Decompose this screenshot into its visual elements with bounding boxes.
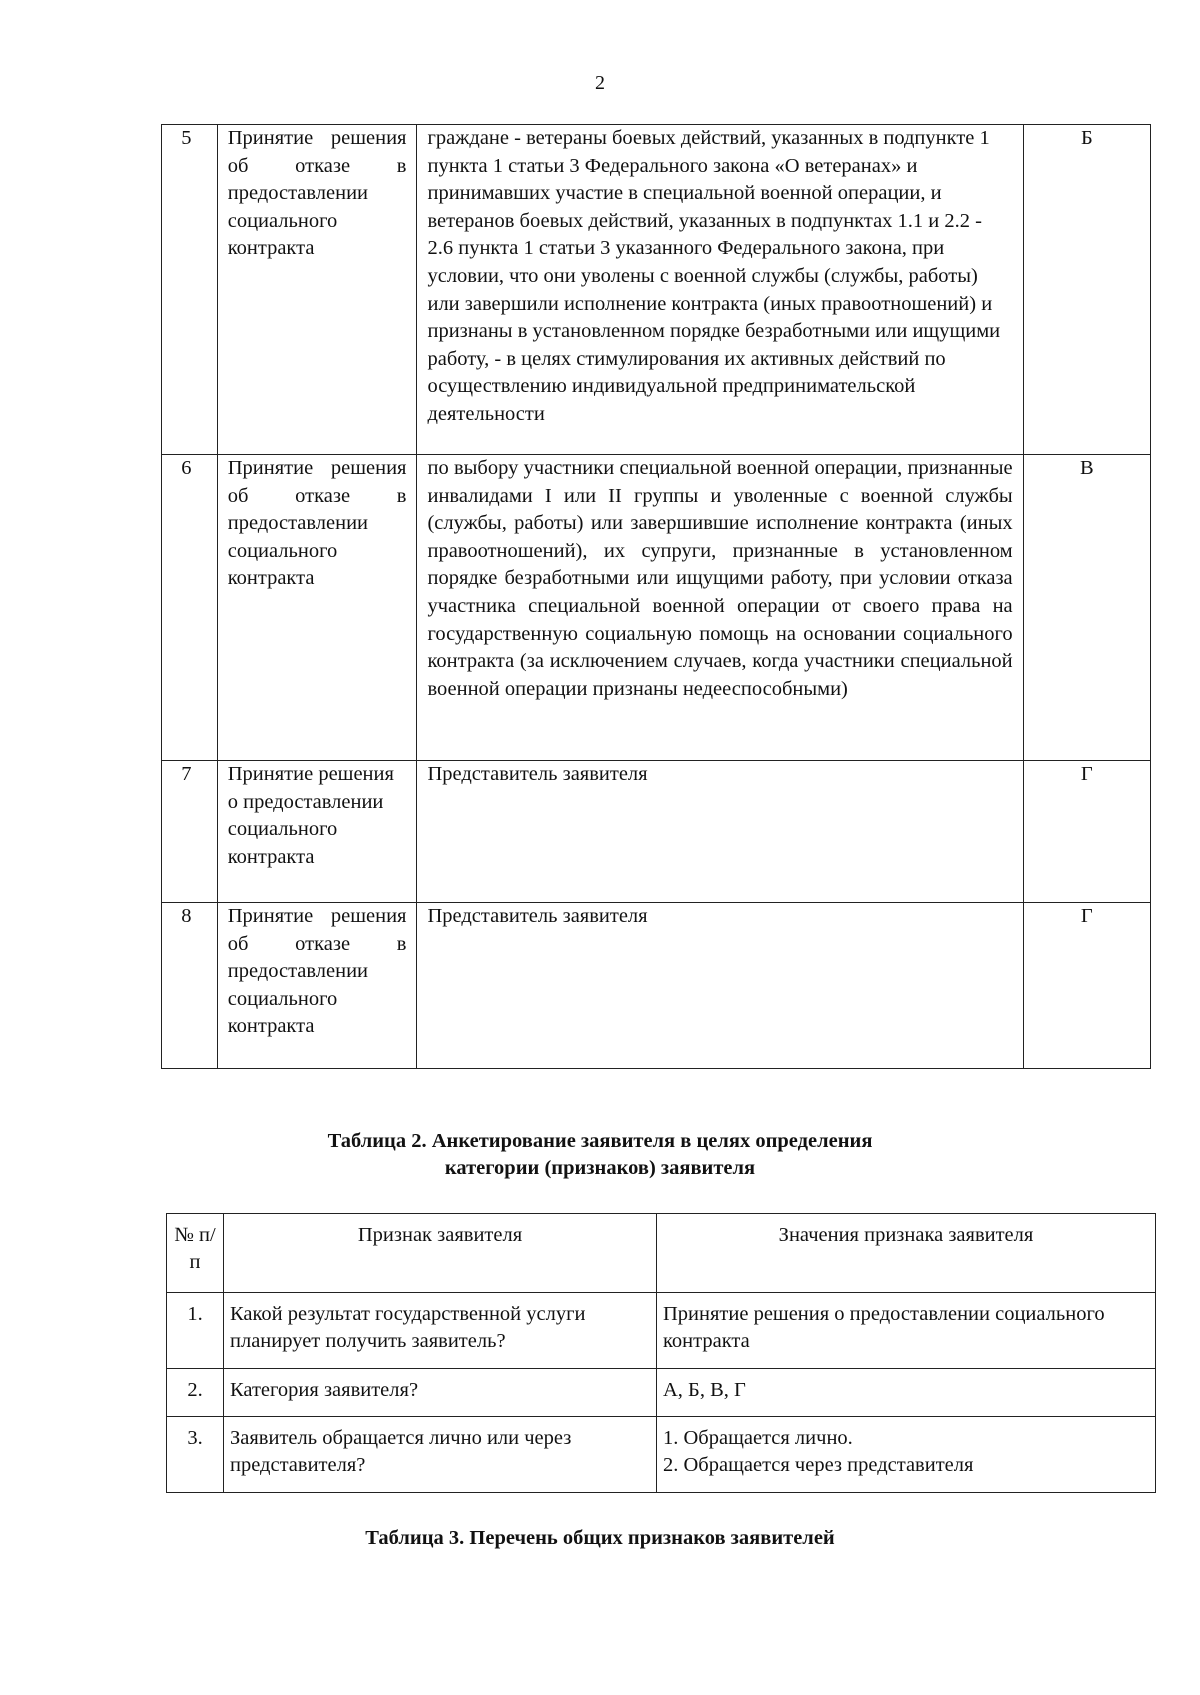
table2-title-line2: категории (признаков) заявителя	[444, 1157, 756, 1179]
value-cell	[657, 1369, 1156, 1417]
header-value: Значения признака заявителя	[657, 1214, 1156, 1293]
table2-title	[0, 1128, 1200, 1182]
description-cell: Представитель заявителя	[417, 903, 1023, 1069]
description-cell: граждане - ветераны боевых действий, указанных в подпункте 1 пункта 1 статьи 3 Федерального закона «О ветеранах» и принимавших участие в специальной военной операции, и ветеранов боевых действий, указанных в подпунктах 1.1 и 2.2 - 2.6 пункта 1 статьи 3 указанного Федерального закона, при условии, что они уволены с военной службы (службы, работы) или завершили исполнение контракта (иных правоотношений) и признаны в установленном порядке безработными или ищущими работу, - в целях стимулирования их активных действий по осуществлению индивидуальной предпринимательской деятельности	[417, 125, 1023, 455]
row-number: 5	[162, 125, 218, 455]
sign-cell: Категория заявителя?	[224, 1369, 657, 1417]
row-number: 6	[162, 455, 218, 761]
table-row	[167, 1293, 1156, 1369]
applicant-survey-table	[166, 1213, 1156, 1493]
category-cell: В	[1023, 455, 1150, 761]
result-cell	[217, 761, 417, 903]
row-number: 8	[162, 903, 218, 1069]
row-number: 3.	[167, 1417, 224, 1493]
result-cell	[217, 455, 417, 761]
table-row	[167, 1369, 1156, 1417]
category-cell: Г	[1023, 903, 1150, 1069]
table-row	[162, 125, 1151, 455]
table-row	[162, 455, 1151, 761]
page-number: 2	[595, 72, 605, 94]
value-line: Принятие решения о предоставлении социального контракта	[663, 1303, 1105, 1352]
result-text: Принятие решения об отказе в предоставлении социального контракта	[227, 127, 407, 260]
table-row	[162, 761, 1151, 903]
value-line: 1. Обращается лично.	[663, 1427, 853, 1449]
sign-cell: Какой результат государственной услуги планирует получить заявитель?	[224, 1293, 657, 1369]
value-cell	[657, 1417, 1156, 1493]
result-cell	[217, 903, 417, 1069]
table-header-row	[167, 1214, 1156, 1293]
value-line: А, Б, В, Г	[663, 1379, 746, 1401]
result-cell	[217, 125, 417, 455]
description-cell: по выбору участники специальной военной операции, признанные инвалидами I или II группы и уволенные с военной службы (службы, работы) или завершившие исполнение контракта (иных правоотношений), их супруги, признанные в установленном порядке безработными или ищущими работу, при условии отказа участника специальной военной операции от своего права на государственную социальную помощь на основании социального контракта (за исключением случаев, когда участники специальной военной операции признаны недееспособными)	[417, 455, 1023, 761]
category-cell: Г	[1023, 761, 1150, 903]
header-num: № п/п	[167, 1214, 224, 1293]
header-sign: Признак заявителя	[224, 1214, 657, 1293]
sign-cell: Заявитель обращается лично или через представителя?	[224, 1417, 657, 1493]
row-number: 2.	[167, 1369, 224, 1417]
table2-title-line1: Таблица 2. Анкетирование заявителя в целях определения	[327, 1130, 873, 1152]
row-number: 7	[162, 761, 218, 903]
result-text: Принятие решения об отказе в предоставлении социального контракта	[227, 905, 407, 1038]
row-number: 1.	[167, 1293, 224, 1369]
table-row	[167, 1417, 1156, 1493]
table3-title: Таблица 3. Перечень общих признаков заявителей	[365, 1527, 835, 1549]
category-cell: Б	[1023, 125, 1150, 455]
result-text: Принятие решения о предоставлении социального контракта	[227, 763, 394, 868]
table-row	[162, 903, 1151, 1069]
result-text: Принятие решения об отказе в предоставлении социального контракта	[227, 457, 407, 590]
value-cell	[657, 1293, 1156, 1369]
applicant-results-table	[161, 124, 1151, 1069]
description-cell: Представитель заявителя	[417, 761, 1023, 903]
value-line: 2. Обращается через представителя	[663, 1454, 974, 1476]
